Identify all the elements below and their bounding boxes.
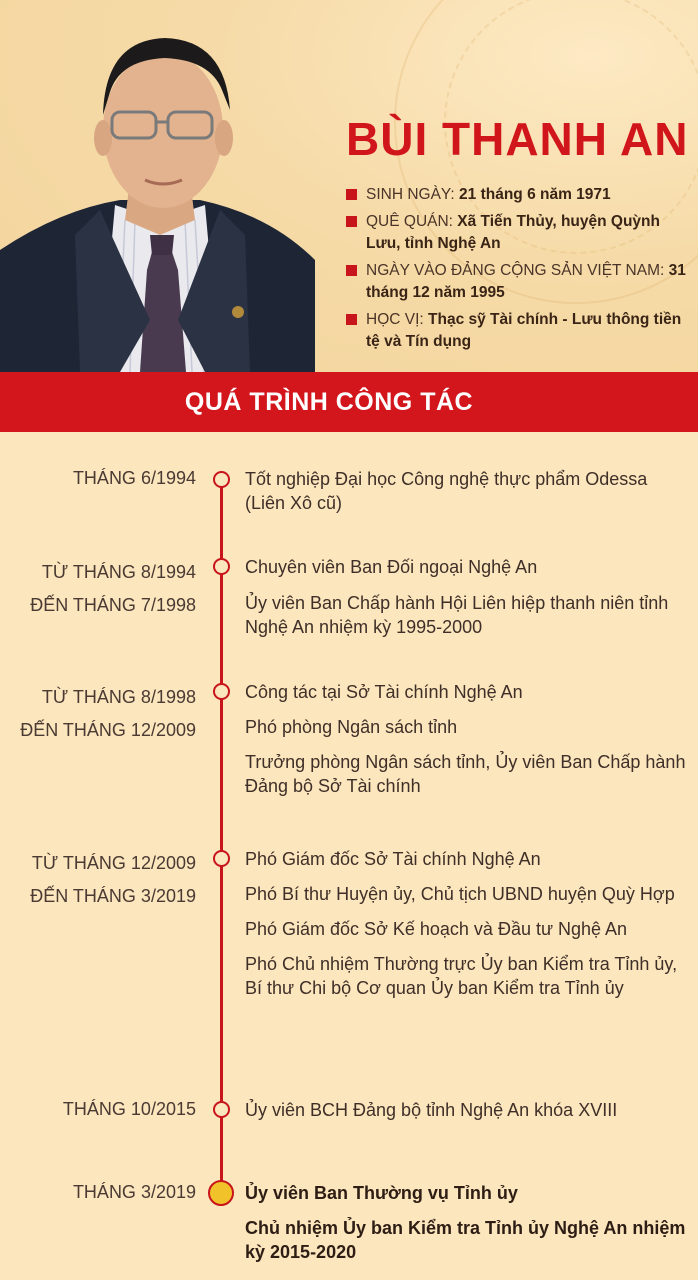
info-row-hometown: QUÊ QUÁN: Xã Tiến Thủy, huyện Quỳnh Lưu, tỉnh Nghệ An [346, 211, 691, 255]
timeline-entry: Phó Giám đốc Sở Tài chính Nghệ An Phó Bí thư Huyện ủy, Chủ tịch UBND huyện Quỳ Hợp Phó Giám đốc Sở Kế hoạch và Đầu tư Nghệ An Phó Chủ nhiệm Thường trực Ủy ban Kiểm tra Tỉnh ủy, Bí thư Chi bộ Cơ quan Ủy ban Kiểm tra Tỉnh ủy [245, 849, 678, 998]
timeline-node [213, 850, 230, 867]
timeline-node-current [208, 1180, 234, 1206]
timeline-date: TỪ THÁNG 8/1998 ĐẾN THÁNG 12/2009 [20, 687, 196, 740]
info-row-party-join-date: NGÀY VÀO ĐẢNG CỘNG SẢN VIỆT NAM: 31 tháng 12 năm 1995 [346, 260, 691, 304]
timeline-line [220, 478, 223, 1190]
timeline-entry: Công tác tại Sở Tài chính Nghệ An Phó phòng Ngân sách tỉnh Trưởng phòng Ngân sách tỉnh, Ủy viên Ban Chấp hành Đảng bộ Sở Tài chính [245, 682, 686, 796]
person-info [346, 184, 691, 358]
section-banner [0, 372, 698, 432]
timeline-node [213, 471, 230, 488]
timeline-date: THÁNG 10/2015 [62, 1099, 196, 1119]
info-row-degree: HỌC VỊ: Thạc sỹ Tài chính - Lưu thông tiền tệ và Tín dụng [346, 309, 691, 353]
portrait-photo [0, 20, 320, 372]
timeline-node [213, 683, 230, 700]
timeline-date: TỪ THÁNG 8/1994 ĐẾN THÁNG 7/1998 [30, 562, 196, 615]
person-name: BÙI THANH AN [346, 113, 689, 165]
timeline-entry: Ủy viên BCH Đảng bộ tỉnh Nghệ An khóa XVIII [245, 1100, 618, 1120]
timeline-date: THÁNG 6/1994 [72, 468, 196, 488]
timeline-date: THÁNG 3/2019 [72, 1182, 196, 1202]
info-row-birthdate: SINH NGÀY: 21 tháng 6 năm 1971 [346, 184, 691, 206]
section-title: QUÁ TRÌNH CÔNG TÁC [184, 387, 474, 416]
header [0, 0, 698, 372]
timeline-date: TỪ THÁNG 12/2009 ĐẾN THÁNG 3/2019 [30, 853, 196, 906]
timeline-entry: Chuyên viên Ban Đối ngoại Nghệ An Ủy viên Ban Chấp hành Hội Liên hiệp thanh niên tỉnh Nghệ An nhiệm kỳ 1995-2000 [245, 557, 669, 637]
timeline-node [213, 558, 230, 575]
timeline-entry: Ủy viên Ban Thường vụ Tỉnh ủy Chủ nhiệm Ủy ban Kiểm tra Tỉnh ủy Nghệ An nhiệm kỳ 2015-2020 [245, 1183, 686, 1262]
timeline-entry: Tốt nghiệp Đại học Công nghệ thực phẩm Odessa (Liên Xô cũ) [245, 469, 648, 513]
timeline-node [213, 1101, 230, 1118]
